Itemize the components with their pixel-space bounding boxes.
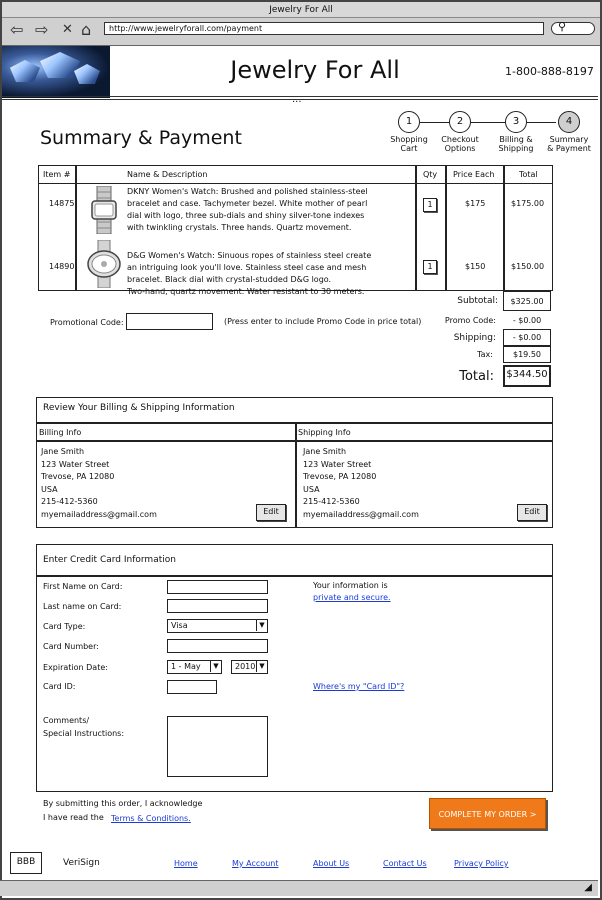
step-label: Shopping bbox=[390, 135, 428, 144]
card-number-label: Card Number: bbox=[43, 642, 99, 651]
item-number: 14875 bbox=[49, 199, 75, 208]
page-title: Summary & Payment bbox=[40, 127, 242, 149]
shipping-address: Jane Smith 123 Water Street Trevose, PA 12080 USA 215-412-5360 myemailaddress@gmail.com bbox=[303, 447, 419, 519]
column-divider bbox=[445, 166, 447, 290]
shipping-value: - $0.00 bbox=[512, 333, 542, 342]
home-icon[interactable]: ⌂ bbox=[81, 20, 92, 39]
special-instructions-label: Special Instructions: bbox=[43, 729, 125, 738]
column-header-item: Item # bbox=[43, 170, 71, 179]
step-label: Shipping bbox=[498, 144, 534, 153]
column-header-total: Total bbox=[519, 170, 538, 179]
promo-code-field-label: Promotional Code: bbox=[50, 318, 124, 327]
column-divider bbox=[415, 166, 417, 290]
last-name-label: Last name on Card: bbox=[43, 602, 122, 611]
expiration-month-select[interactable] bbox=[167, 660, 222, 674]
step-label: Billing & bbox=[499, 135, 533, 144]
complete-order-button[interactable]: COMPLETE MY ORDER > bbox=[429, 798, 546, 829]
step-number: 3 bbox=[505, 111, 527, 133]
shipping-info-heading: Shipping Info bbox=[298, 428, 351, 437]
step-number: 1 bbox=[398, 111, 420, 133]
table-header bbox=[39, 166, 552, 184]
window-title: Jewelry For All bbox=[2, 2, 600, 18]
card-number-input[interactable] bbox=[167, 639, 268, 653]
step-label: & Payment bbox=[547, 144, 591, 153]
phone-number: 1-800-888-8197 bbox=[505, 65, 594, 78]
first-name-label: First Name on Card: bbox=[43, 582, 123, 591]
step-number: 2 bbox=[449, 111, 471, 133]
total-label: Total: bbox=[459, 369, 494, 384]
secure-info-text: Your information is bbox=[313, 581, 388, 590]
browser-search-field[interactable] bbox=[551, 22, 595, 35]
footer-link-my-account[interactable]: My Account bbox=[232, 859, 279, 868]
item-description: D&G Women's Watch: Sinuous ropes of stainless steel create an intriguing look you'll love. Stainless steel case and mesh bracelet. Black dial with crystal-studded D&G logo. Two-hand, quartz movement. Water resistant to 30 meters. bbox=[127, 251, 372, 296]
header-ellipsis: ... bbox=[292, 94, 302, 105]
diamond-icon bbox=[74, 64, 100, 84]
stop-icon[interactable]: ✕ bbox=[62, 22, 73, 37]
column-header-name: Name & Description bbox=[127, 170, 208, 179]
step-checkout-options[interactable] bbox=[432, 111, 488, 153]
review-billing-shipping-panel bbox=[36, 397, 553, 528]
footer-link-privacy-policy[interactable]: Privacy Policy bbox=[454, 859, 509, 868]
tax-label: Tax: bbox=[477, 350, 493, 359]
step-billing-shipping[interactable] bbox=[488, 111, 544, 153]
chevron-down-icon: ▼ bbox=[256, 620, 267, 631]
private-secure-link[interactable]: private and secure. bbox=[313, 593, 391, 602]
column-divider bbox=[75, 166, 77, 290]
expiration-date-label: Expiration Date: bbox=[43, 663, 108, 672]
diamond-icon bbox=[40, 52, 80, 78]
subtotal-label: Subtotal: bbox=[457, 296, 498, 306]
column-header-qty: Qty bbox=[423, 170, 438, 179]
billing-info-heading: Billing Info bbox=[39, 428, 82, 437]
watch-image-dkny bbox=[85, 186, 123, 234]
acknowledge-text-prefix: I have read the bbox=[43, 813, 104, 822]
card-type-label: Card Type: bbox=[43, 622, 86, 631]
expiration-month-value: 1 - May bbox=[171, 662, 201, 671]
promo-code-note: (Press enter to include Promo Code in price total) bbox=[224, 317, 422, 326]
price-each: $150 bbox=[465, 262, 486, 271]
subtotal-value: $325.00 bbox=[510, 297, 544, 306]
comments-label: Comments/ bbox=[43, 716, 90, 725]
step-label: Checkout bbox=[441, 135, 479, 144]
last-name-input[interactable] bbox=[167, 599, 268, 613]
bbb-badge: BBB bbox=[10, 852, 42, 874]
line-total: $175.00 bbox=[511, 199, 545, 208]
diamond-icon bbox=[10, 60, 40, 82]
panel-divider bbox=[37, 575, 552, 577]
expiration-year-value: 2010 bbox=[235, 662, 256, 671]
comments-textarea[interactable] bbox=[167, 716, 268, 777]
step-summary-payment bbox=[541, 111, 597, 153]
step-label: Cart bbox=[400, 144, 418, 153]
step-label: Options bbox=[444, 144, 476, 153]
browser-status-bar bbox=[0, 880, 598, 896]
expiration-year-select[interactable] bbox=[231, 660, 268, 674]
browser-toolbar bbox=[2, 18, 600, 46]
verisign-badge: VeriSign bbox=[63, 858, 100, 868]
price-each: $175 bbox=[465, 199, 486, 208]
promo-code-input[interactable] bbox=[126, 313, 213, 330]
shipping-label: Shipping: bbox=[453, 333, 496, 343]
footer-link-contact-us[interactable]: Contact Us bbox=[383, 859, 427, 868]
watch-image-dg bbox=[85, 240, 123, 288]
forward-arrow-icon[interactable]: ⇨ bbox=[35, 20, 49, 39]
resize-handle-icon[interactable]: ◢ bbox=[584, 882, 592, 893]
card-type-select[interactable] bbox=[167, 619, 268, 633]
search-icon: ⚲ bbox=[558, 20, 567, 33]
footer-link-about-us[interactable]: About Us bbox=[313, 859, 350, 868]
terms-conditions-link[interactable]: Terms & Conditions. bbox=[111, 814, 191, 823]
quantity-input[interactable]: 1 bbox=[423, 260, 437, 274]
chevron-down-icon: ▼ bbox=[210, 661, 221, 672]
step-shopping-cart[interactable] bbox=[381, 111, 437, 153]
site-title: Jewelry For All bbox=[230, 56, 400, 84]
card-id-input[interactable] bbox=[167, 680, 217, 694]
column-header-price: Price Each bbox=[453, 170, 495, 179]
card-type-value: Visa bbox=[171, 621, 188, 630]
edit-shipping-button[interactable]: Edit bbox=[517, 504, 547, 521]
line-total: $150.00 bbox=[511, 262, 545, 271]
panel-title: Review Your Billing & Shipping Information bbox=[43, 403, 235, 413]
quantity-input[interactable]: 1 bbox=[423, 198, 437, 212]
step-label: Summary bbox=[549, 135, 589, 144]
order-items-table bbox=[38, 165, 553, 296]
first-name-input[interactable] bbox=[167, 580, 268, 594]
edit-billing-button[interactable]: Edit bbox=[256, 504, 286, 521]
column-divider bbox=[503, 166, 505, 290]
card-id-label: Card ID: bbox=[43, 682, 76, 691]
url-bar[interactable]: http://www.jewelryforall.com/payment bbox=[104, 22, 544, 35]
item-number: 14890 bbox=[49, 262, 75, 271]
back-arrow-icon[interactable]: ⇦ bbox=[10, 20, 24, 39]
promo-value: - $0.00 bbox=[512, 316, 542, 325]
chevron-down-icon: ▼ bbox=[256, 661, 267, 672]
panel-title: Enter Credit Card Information bbox=[43, 555, 176, 565]
step-number: 4 bbox=[558, 111, 580, 133]
item-description: DKNY Women's Watch: Brushed and polished stainless-steel bracelet and case. Tachymeter bezel. White mother of pearl dial with logo, three sub-dials and shiny silver-tone indexes with twinkling crystals. Three hands. Quartz movement. bbox=[127, 187, 368, 232]
billing-address: Jane Smith 123 Water Street Trevose, PA 12080 USA 215-412-5360 myemailaddress@gmail.com bbox=[41, 447, 157, 519]
logo-image-diamonds bbox=[2, 46, 110, 98]
column-divider bbox=[295, 422, 297, 527]
promo-code-label: Promo Code: bbox=[444, 316, 496, 325]
tax-value: $19.50 bbox=[513, 350, 541, 359]
acknowledge-text: By submitting this order, I acknowledge bbox=[43, 799, 203, 808]
total-value: $344.50 bbox=[506, 369, 548, 380]
card-id-help-link[interactable]: Where's my "Card ID"? bbox=[313, 682, 405, 691]
footer-link-home[interactable]: Home bbox=[174, 859, 198, 868]
